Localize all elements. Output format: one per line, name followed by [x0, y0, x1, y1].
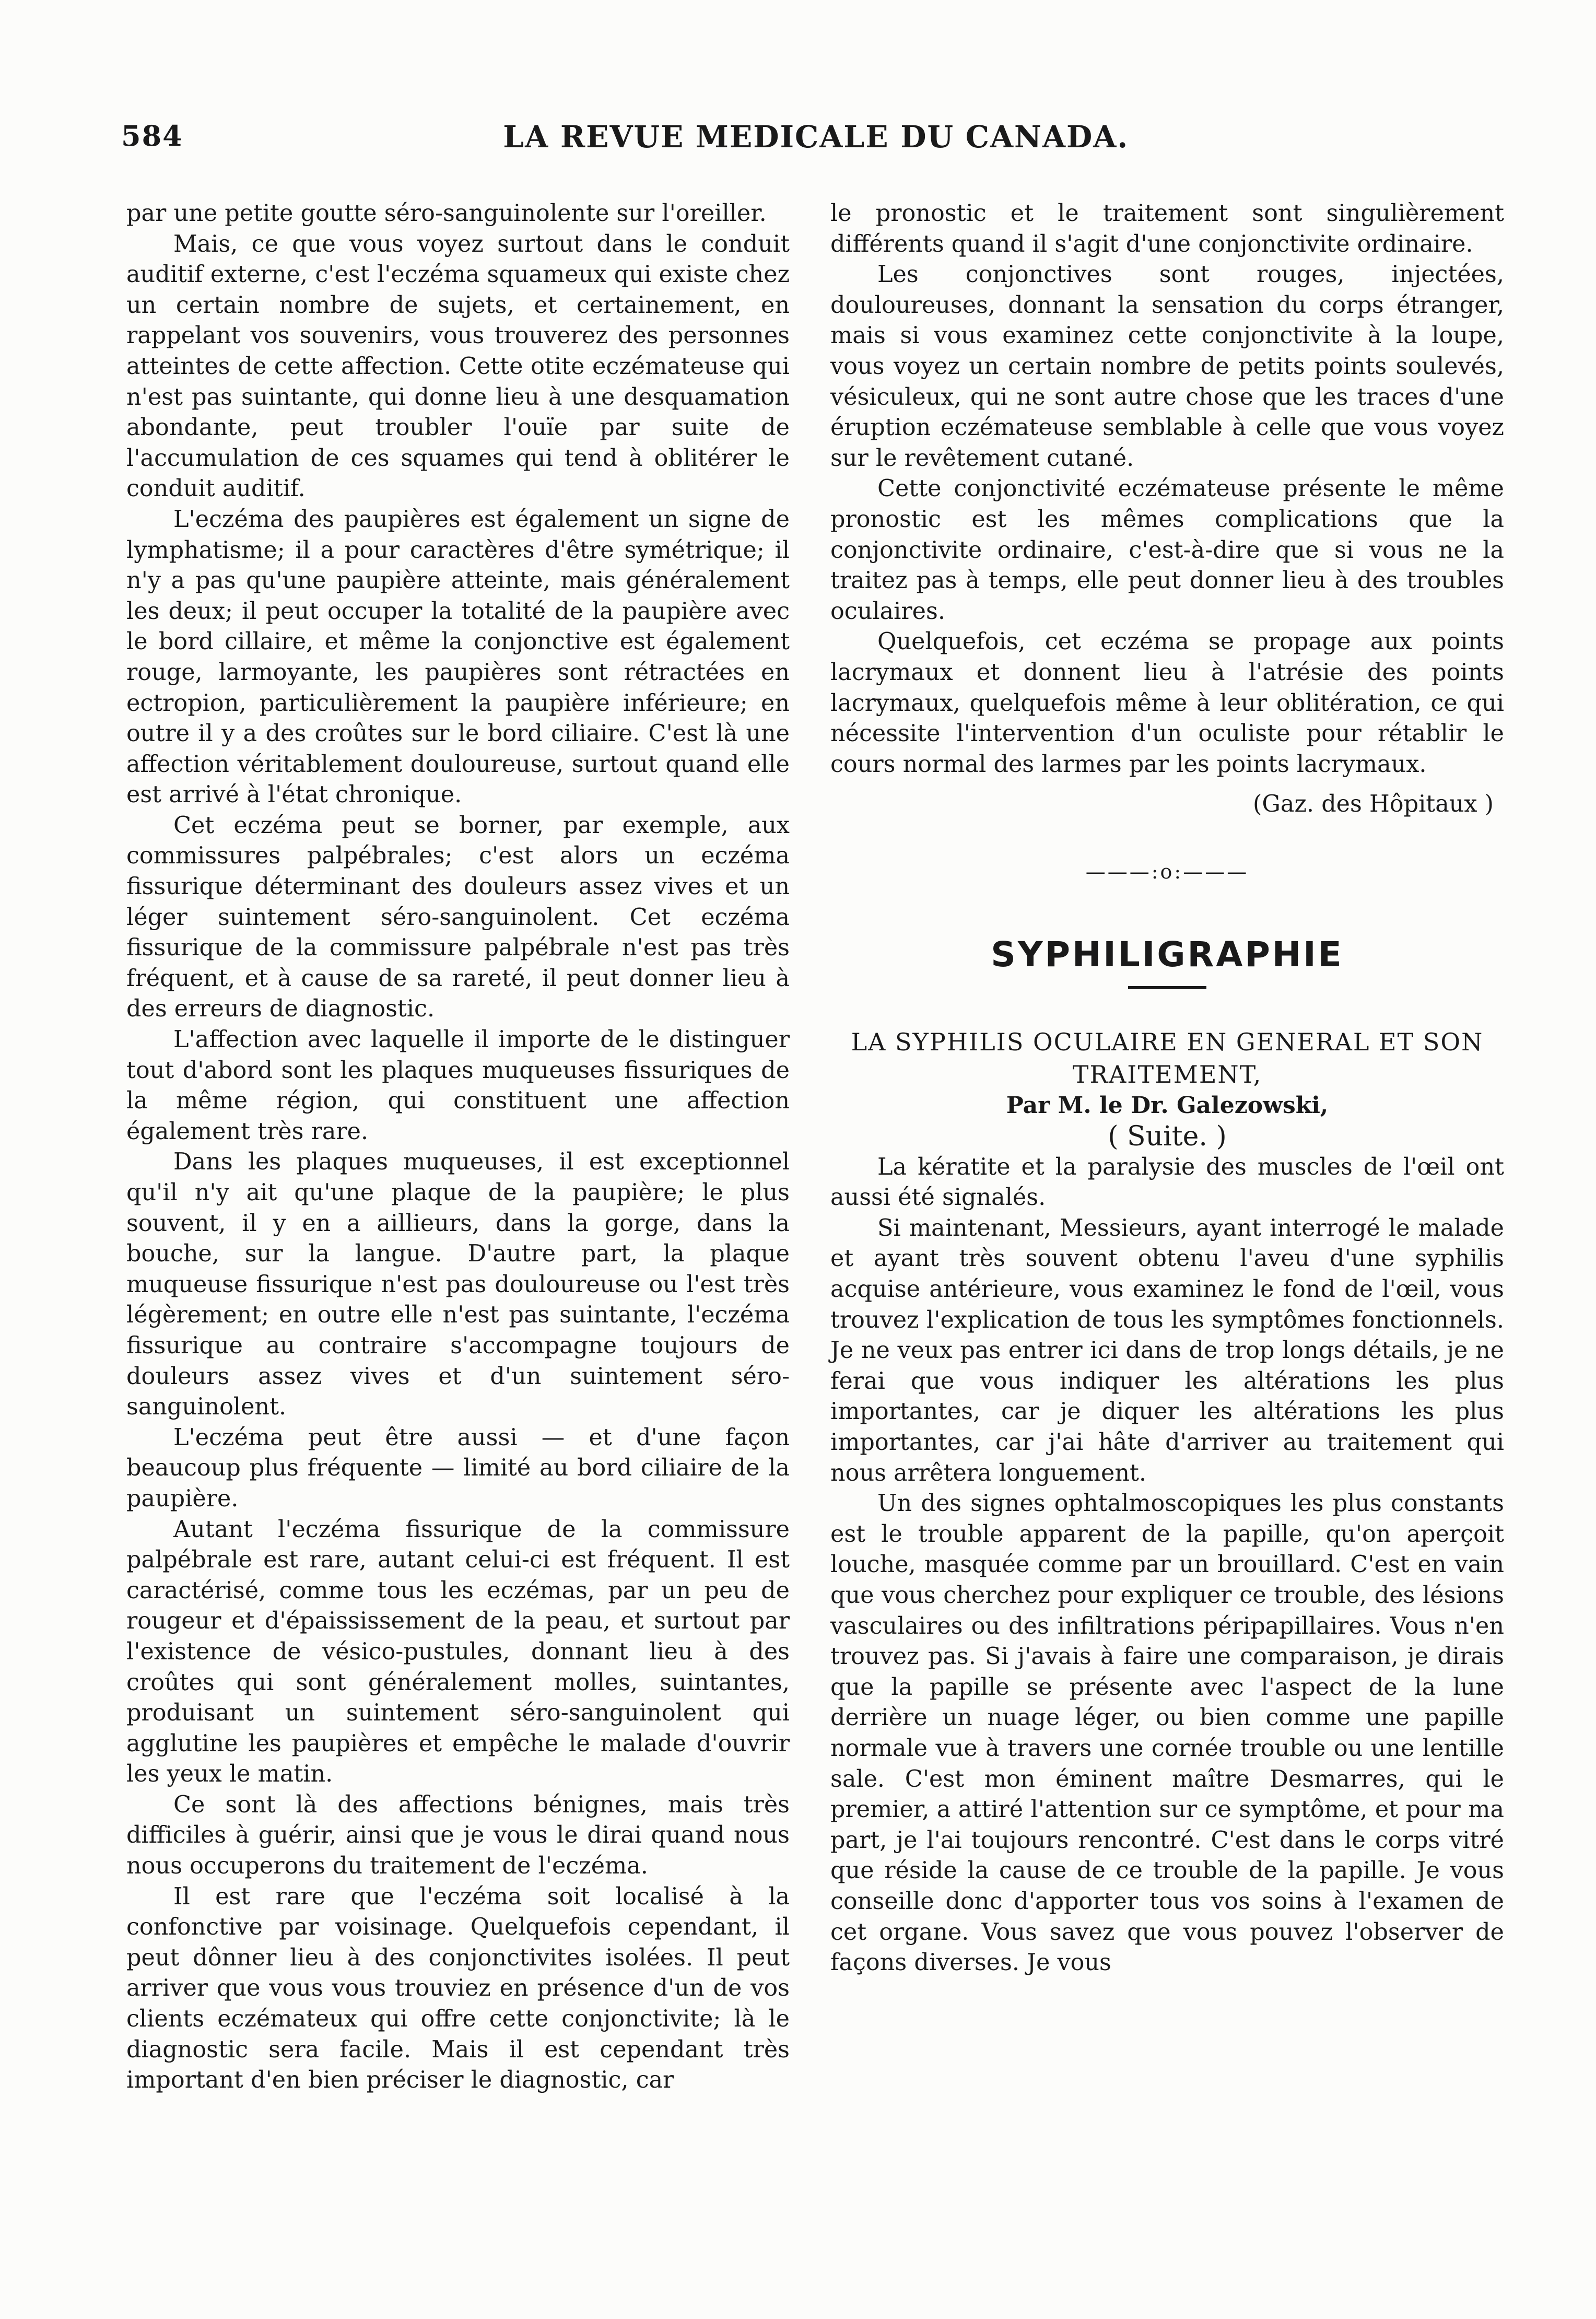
paragraph: L'affection avec laquelle il importe de le distinguer tout d'abord sont les plaques muqueuses fissuriques de la même région, qui constituent une affection également très rare. [126, 1026, 790, 1145]
paragraph: La kératite et la paralysie des muscles de l'œil ont aussi été signalés. [830, 1153, 1504, 1211]
paragraph: L'eczéma peut être aussi — et d'une façon beaucoup plus fréquente — limité au bord ciliaire de la paupière. [126, 1424, 790, 1512]
running-title-text: LA REVUE MEDICALE DU CANADA. [503, 119, 1129, 155]
paragraph: Il est rare que l'eczéma soit localisé à la confonctive par voisinage. Quelquefois cependant, il peut dônner lieu à des conjonctivites isolées. Il peut arriver que vous vous trouviez en présence d'un de vos clients eczémateux qui offre cette conjonctivite; là le diagnostic sera facile. Mais il est cependant très important d'en bien préciser le diagnostic, car [126, 1883, 790, 2094]
paragraph: Mais, ce que vous voyez surtout dans le conduit auditif externe, c'est l'eczéma squameux qui existe chez un certain nombre de sujets, et certainement, en rappelant vos souvenirs, vous trouverez des personnes atteintes de cette affection. Cette otite eczémateuse qui n'est pas suintante, qui donne lieu à une desquamation abondante, peut troubler l'ouïe par suite de l'accumulation de ces squames qui tend à oblitérer le conduit auditif. [126, 230, 790, 502]
paragraph: Quelquefois, cet eczéma se propage aux points lacrymaux et donnent lieu à l'atrésie des points lacrymaux, quelquefois même à leur oblitération, ce qui nécessite l'intervention d'un oculiste pour rétablir le cours normal des larmes par les points lacrymaux. [830, 628, 1504, 778]
paragraph: le pronostic et le traitement sont singulièrement différents quand il s'agit d'une conjonctivite ordinaire. [830, 200, 1504, 257]
page-number: 584 [121, 119, 183, 153]
article-title: LA SYPHILIS OCULAIRE EN GENERAL ET SON TRAITEMENT, [851, 1028, 1484, 1089]
heading-rule [1128, 986, 1206, 989]
section-heading: SYPHILIGRAPHIE [991, 934, 1344, 975]
source-citation: (Gaz. des Hôpitaux ) [1253, 791, 1494, 818]
section-separator: ———:o:——— [1085, 860, 1249, 883]
byline: Par M. le Dr. Galezowski, [1006, 1092, 1329, 1119]
paragraph: Les conjonctives sont rouges, injectées, douloureuses, donnant la sensation du corps étranger, mais si vous examinez cette conjonctivite à la loupe, vous voyez un certain nombre de petits points soulevés, vésiculeux, qui ne sont autre chose que les traces d'une éruption eczémateuse semblable à celle que vous voyez sur le revêtement cutané. [830, 261, 1504, 472]
running-title [121, 119, 1510, 155]
page-header [121, 119, 1510, 177]
paragraph: Cet eczéma peut se borner, par exemple, aux commissures palpébrales; c'est alors un eczéma fissurique déterminant des douleurs assez vives et un léger suintement séro-sanguinolent. Cet eczéma fissurique de la commissure palpébrale n'est pas très fréquent, et à cause de sa rareté, il peut donner lieu à des erreurs de diagnostic. [126, 812, 790, 1023]
paragraph: par une petite goutte séro-sanguinolente sur l'oreiller. [126, 200, 767, 227]
paragraph: L'eczéma des paupières est également un signe de lymphatisme; il a pour caractères d'être symétrique; il n'y a pas qu'une paupière atteinte, mais généralement les deux; il peut occuper la totalité de la paupière avec le bord cillaire, et même la conjonctive est également rouge, larmoyante, les paupières sont rétractées en ectropion, particulièrement la paupière inférieure; en outre il y a des croûtes sur le bord ciliaire. C'est là une affection véritablement douloureuse, surtout quand elle est arrivé à l'état chronique. [126, 506, 790, 809]
paragraph: Un des signes ophtalmoscopiques les plus constants est le trouble apparent de la papille, qu'on aperçoit louche, masquée comme par un brouillard. C'est en vain que vous cherchez pour expliquer ce trouble, des lésions vasculaires ou des infiltrations péripapillaires. Vous n'en trouvez pas. Si j'avais à faire une comparaison, je dirais que la papille se présente avec l'aspect de la lune derrière un nuage léger, ou bien comme une papille normale vue à travers une cornée trouble ou une lentille sale. C'est mon éminent maître Desmarres, qui le premier, a attiré l'attention sur ce symptôme, et pour ma part, je l'ai toujours rencontré. C'est dans le corps vitré que réside la cause de ce trouble de la papille. Je vous conseille donc d'apporter tous vos soins à l'examen de cet organe. Vous savez que vous pouvez l'observer de façons diverses. Je vous [830, 1490, 1504, 1976]
paragraph: Cette conjonctivité eczémateuse présente le même pronostic est les mêmes complications que la conjonctivite ordinaire, c'est-à-dire que si vous ne la traitez pas à temps, elle peut donner lieu à des troubles oculaires. [830, 475, 1504, 625]
right-column [830, 198, 1504, 1978]
left-column [126, 198, 790, 2096]
paragraph: Ce sont là des affections bénignes, mais très difficiles à guérir, ainsi que je vous le dirai quand nous nous occuperons du traitement de l'eczéma. [126, 1791, 790, 1880]
paragraph: Autant l'eczéma fissurique de la commissure palpébrale est rare, autant celui-ci est fréquent. Il est caractérisé, comme tous les eczémas, par un peu de rougeur et d'épaississement de la peau, et surtout par l'existence de vésico-pustules, donnant lieu à des croûtes qui sont généralement molles, suintantes, produisant un suintement séro-sanguinolent qui agglutine les paupières et empêche le malade d'ouvrir les yeux le matin. [126, 1516, 790, 1788]
paragraph: Dans les plaques muqueuses, il est exceptionnel qu'il n'y ait qu'une plaque de la paupière; le plus souvent, il y en a aillieurs, dans la gorge, dans la bouche, sur la langue. D'autre part, la plaque muqueuse fissurique n'est pas douloureuse ou l'est très légèrement; en outre elle n'est pas suintante, l'eczéma fissurique au contraire s'accompagne toujours de douleurs assez vives et d'un suintement séro-sanguinolent. [126, 1149, 790, 1421]
continuation-label: ( Suite. ) [1108, 1121, 1227, 1153]
paragraph: Si maintenant, Messieurs, ayant interrogé le malade et ayant très souvent obtenu l'aveu d'une syphilis acquise antérieure, vous examinez le fond de l'œil, vous trouvez l'explication de tous les symptômes fonctionnels. Je ne veux pas entrer ici dans de trop longs détails, je ne ferai que vous indiquer les altérations les plus importantes, car je diquer les altérations les plus importantes, car j'ai hâte d'arriver au traitement qui nous arrêtera longuement. [830, 1214, 1504, 1486]
